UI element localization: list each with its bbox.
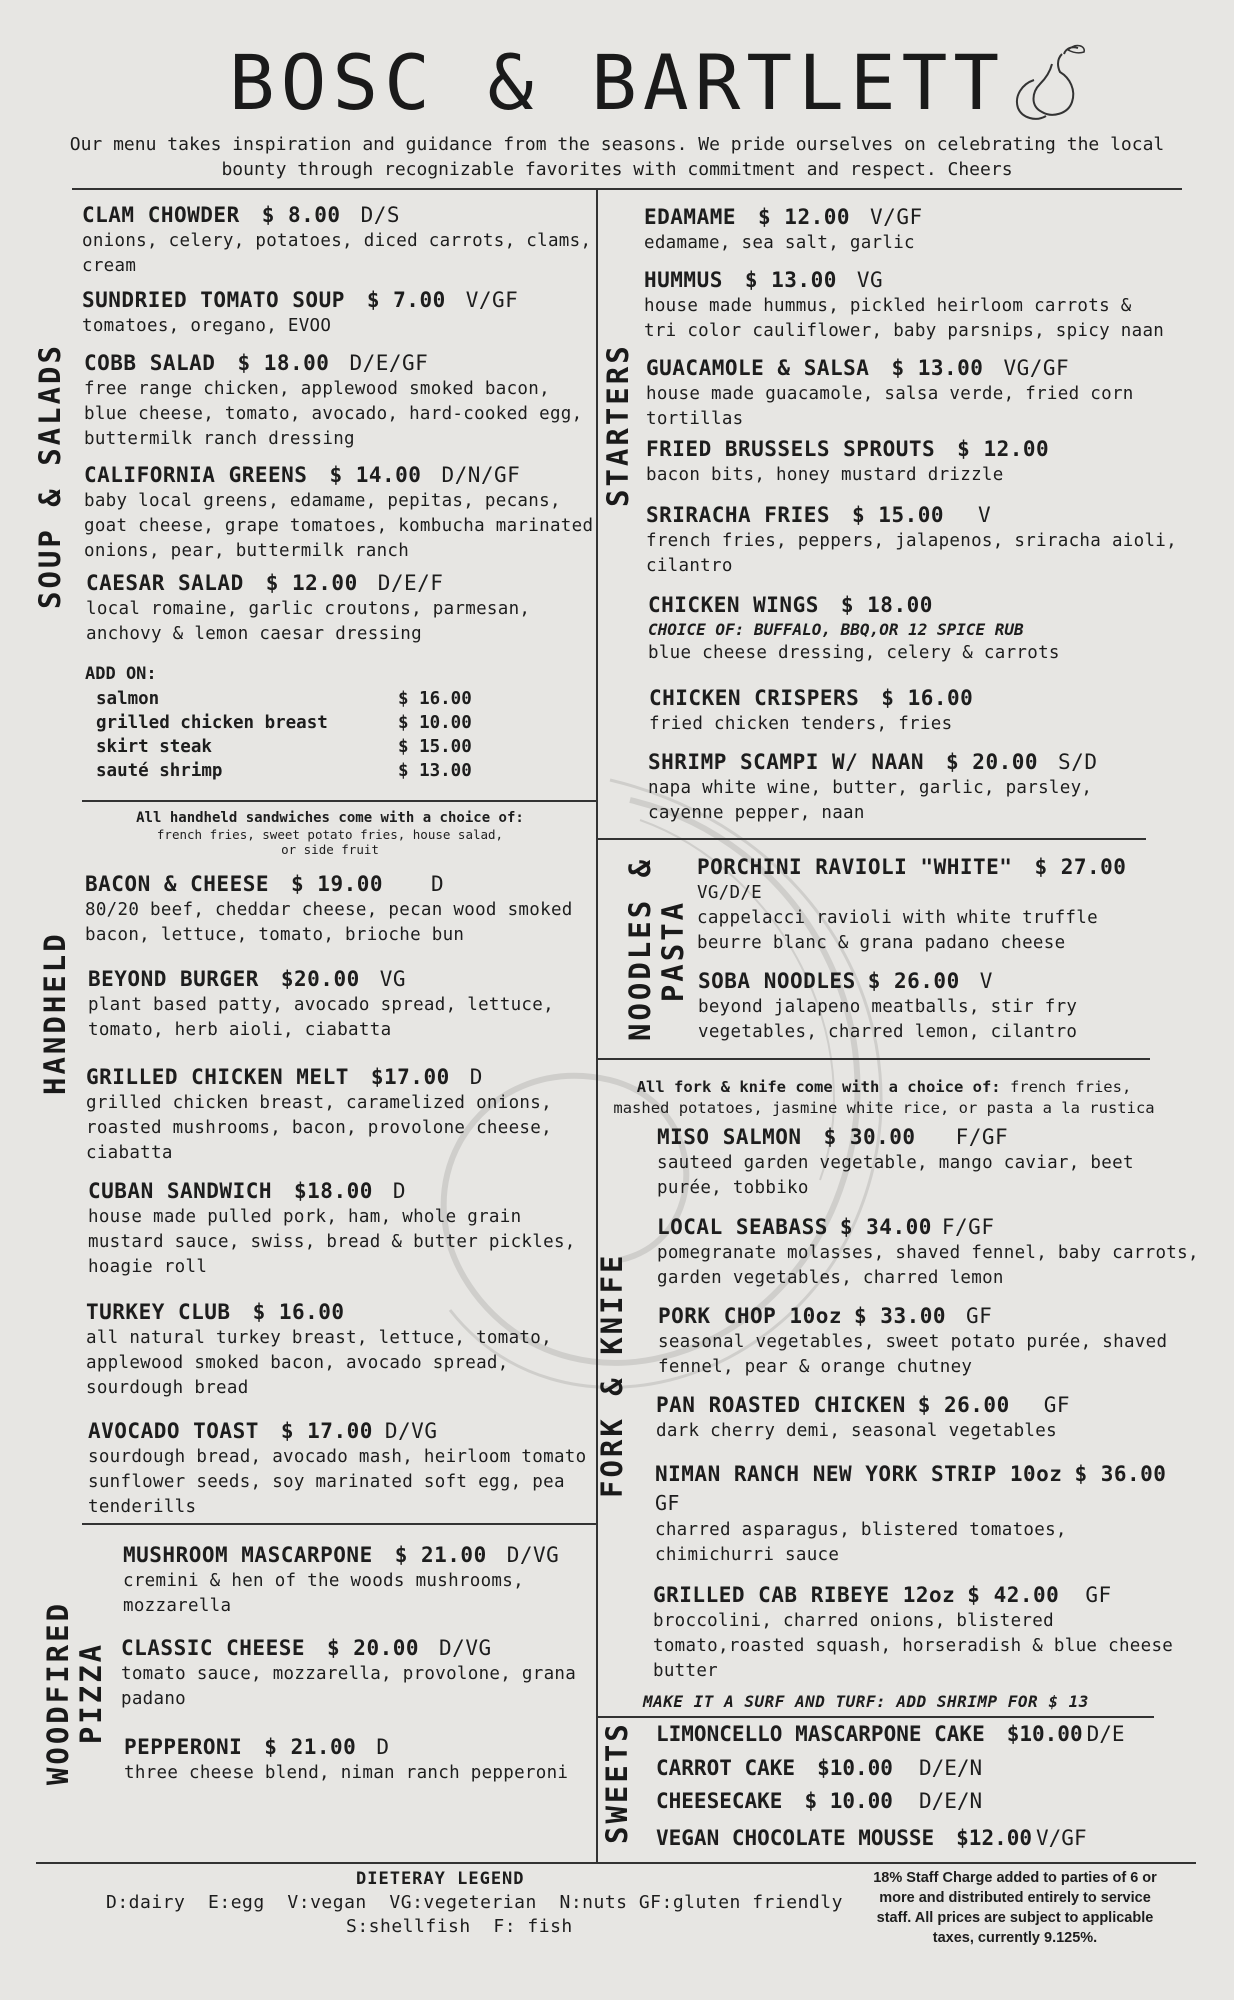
section-label-handheld: HANDHELD bbox=[38, 931, 72, 1095]
menu-item: TURKEY CLUB $ 16.00 all natural turkey breast, lettuce, tomato, applewood smoked bacon, avocado spread, sourdough bread bbox=[86, 1300, 552, 1398]
fork-note-bold: All fork & knife come with a choice of: bbox=[636, 1078, 1001, 1096]
pear-icon bbox=[1006, 40, 1092, 126]
surf-and-turf-note: MAKE IT A SURF AND TURF: ADD SHRIMP FOR $ 13 bbox=[643, 1692, 1089, 1711]
legend-line-2: S:shellfish F: fish bbox=[346, 1916, 573, 1937]
menu-item: SOBA NOODLES $ 26.00 V beyond jalapeno meatballs, stir fry vegetables, charred lemon, cilantro bbox=[698, 969, 1078, 1042]
menu-item: MUSHROOM MASCARPONE $ 21.00 D/VG cremini & hen of the woods mushrooms, mozzarella bbox=[123, 1543, 560, 1616]
menu-item: COBB SALAD $ 18.00 D/E/GF free range chicken, applewood smoked bacon, blue cheese, tomato, avocado, hard-cooked egg, buttermilk ranch dressing bbox=[84, 351, 583, 449]
menu-item: FRIED BRUSSELS SPROUTS $ 12.00 bacon bits, honey mustard drizzle bbox=[646, 437, 1050, 485]
divider-starters-noodles bbox=[598, 838, 1146, 840]
divider-handheld-pizza bbox=[82, 1523, 596, 1525]
staff-charge-note: 18% Staff Charge added to parties of 6 or more and distributed entirely to service staff. All prices are subject to applicable taxes, currently 9.125%. bbox=[873, 1870, 1157, 1946]
menu-item: GRILLED CAB RIBEYE 12oz $ 42.00 GF broccolini, charred onions, blistered tomato,roasted squash, horseradish & blue cheese butter bbox=[653, 1583, 1174, 1681]
section-label-starters: STARTERS bbox=[601, 343, 635, 507]
menu-item: SRIRACHA FRIES $ 15.00 V french fries, peppers, jalapenos, sriracha aioli, cilantro bbox=[646, 503, 1177, 576]
section-label-sweets: SWEETS bbox=[600, 1721, 634, 1844]
menu-item: GRILLED CHICKEN MELT $17.00 D grilled chicken breast, caramelized onions, roasted mushrooms, bacon, provolone cheese, ciabatta bbox=[86, 1065, 552, 1163]
fork-note-rest2: mashed potatoes, jasmine white rice, or pasta a la rustica bbox=[613, 1099, 1155, 1117]
menu-item: CAESAR SALAD $ 12.00 D/E/F local romaine, garlic croutons, parmesan, anchovy & lemon caesar dressing bbox=[86, 571, 531, 644]
menu-item: CHEESECAKE $ 10.00 D/E/N bbox=[656, 1789, 983, 1813]
menu-item: BEYOND BURGER $20.00 VG plant based patty, avocado spread, lettuce, tomato, herb aioli, ciabatta bbox=[88, 967, 554, 1040]
legend-line-1: D:dairy E:egg V:vegan VG:vegeterian N:nuts GF:gluten friendly bbox=[106, 1892, 843, 1913]
menu-item: GUACAMOLE & SALSA $ 13.00 VG/GF house made guacamole, salsa verde, fried corn tortillas bbox=[646, 356, 1134, 429]
menu-item: CUBAN SANDWICH $18.00 D house made pulled pork, ham, whole grain mustard sauce, swiss, bread & butter pickles, hoagie roll bbox=[88, 1179, 576, 1277]
fork-note-rest1: french fries, bbox=[1000, 1078, 1132, 1096]
divider-soup-handheld bbox=[82, 800, 596, 802]
divider-bottom bbox=[36, 1862, 1196, 1864]
menu-item: MISO SALMON $ 30.00 F/GF sauteed garden vegetable, mango caviar, beet purée, tobbiko bbox=[657, 1125, 1134, 1198]
menu-item: PORCHINI RAVIOLI "WHITE" $ 27.00 VG/D/E cappelacci ravioli with white truffle beurre blanc & grana padano cheese bbox=[697, 855, 1127, 953]
divider-top bbox=[72, 188, 1182, 190]
menu-item: AVOCADO TOAST $ 17.00 D/VG sourdough bread, avocado mash, heirloom tomato sunflower seeds, soy marinated soft egg, pea tenderills bbox=[88, 1419, 587, 1517]
menu-item: SHRIMP SCAMPI W/ NAAN $ 20.00 S/D napa white wine, butter, garlic, parsley, cayenne pepper, naan bbox=[648, 750, 1098, 823]
menu-item: BACON & CHEESE $ 19.00 D 80/20 beef, cheddar cheese, pecan wood smoked bacon, lettuce, tomato, brioche bun bbox=[85, 872, 573, 945]
menu-item: CARROT CAKE $10.00 D/E/N bbox=[656, 1756, 983, 1780]
menu-item: LOCAL SEABASS $ 34.00 F/GF pomegranate molasses, shaved fennel, baby carrots, garden vegetables, charred lemon bbox=[657, 1215, 1199, 1288]
wing-choice-note: CHOICE OF: BUFFALO, BBQ,OR 12 SPICE RUB bbox=[648, 620, 1024, 639]
menu-item: CLAM CHOWDER $ 8.00 D/S onions, celery, potatoes, diced carrots, clams, cream bbox=[82, 203, 592, 276]
section-label-fork-knife: FORK & KNIFE bbox=[595, 1252, 629, 1498]
add-on-row: skirt steak $ 15.00 bbox=[96, 737, 472, 757]
menu-item: LIMONCELLO MASCARPONE CAKE $10.00 D/E bbox=[656, 1722, 1125, 1746]
menu-item: HUMMUS $ 13.00 VG house made hummus, pickled heirloom carrots & tri color cauliflower, baby parsnips, spicy naan bbox=[644, 268, 1165, 341]
section-label-woodfired-pizza: WOODFIRED PIZZA bbox=[41, 1600, 108, 1786]
divider-fork-sweets bbox=[598, 1716, 1154, 1718]
section-label-soup-salads: SOUP & SALADS bbox=[33, 343, 67, 609]
menu-item: PORK CHOP 10oz $ 33.00 GF seasonal vegetables, sweet potato purée, shaved fennel, pear & orange chutney bbox=[658, 1304, 1168, 1377]
add-on-row: salmon $ 16.00 bbox=[96, 689, 472, 709]
menu-item: CHICKEN CRISPERS $ 16.00 fried chicken tenders, fries bbox=[649, 686, 974, 734]
menu-item: NIMAN RANCH NEW YORK STRIP 10oz $ 36.00 GF charred asparagus, blistered tomatoes, chimichurri sauce bbox=[655, 1462, 1167, 1565]
menu-item: SUNDRIED TOMATO SOUP $ 7.00 V/GF tomatoes, oregano, EVOO bbox=[82, 288, 519, 336]
add-on-row: grilled chicken breast $ 10.00 bbox=[96, 713, 472, 733]
divider-center bbox=[596, 190, 598, 1862]
add-on-title: ADD ON: bbox=[85, 664, 157, 684]
menu-item: VEGAN CHOCOLATE MOUSSE $12.00 V/GF bbox=[656, 1826, 1087, 1850]
add-on-row: sauté shrimp $ 13.00 bbox=[96, 761, 472, 781]
restaurant-title: BOSC & BARTLETT bbox=[228, 38, 1006, 127]
fork-knife-note bbox=[604, 1077, 1164, 1119]
menu-item: PEPPERONI $ 21.00 D three cheese blend, niman ranch pepperoni bbox=[124, 1735, 569, 1783]
handheld-note bbox=[110, 810, 550, 857]
legend-title: DIETERAY LEGEND bbox=[356, 1869, 525, 1889]
menu-item: EDAMAME $ 12.00 V/GF edamame, sea salt, garlic bbox=[644, 205, 923, 253]
divider-noodles-fork bbox=[598, 1058, 1150, 1060]
menu-item: CLASSIC CHEESE $ 20.00 D/VG tomato sauce, mozzarella, provolone, grana padano bbox=[121, 1636, 577, 1709]
menu-intro: Our menu takes inspiration and guidance from the seasons. We pride ourselves on celebrating the local bounty through recognizable favorites with commitment and respect. Cheers bbox=[69, 134, 1165, 180]
handheld-note-sub: french fries, sweet potato fries, house salad, or side fruit bbox=[156, 827, 504, 857]
menu-item: CALIFORNIA GREENS $ 14.00 D/N/GF baby local greens, edamame, pepitas, pecans, goat cheese, grape tomatoes, kombucha marinated onions, pear, buttermilk ranch bbox=[84, 463, 594, 561]
section-label-noodles-pasta: NOODLES & PASTA bbox=[623, 856, 690, 1041]
menu-item: PAN ROASTED CHICKEN $ 26.00 GF dark cherry demi, seasonal vegetables bbox=[656, 1393, 1071, 1441]
menu-item: CHICKEN WINGS $ 18.00 CHOICE OF: BUFFALO, BBQ,OR 12 SPICE RUB blue cheese dressing, celery & carrots bbox=[648, 593, 1060, 663]
handheld-note-title: All handheld sandwiches come with a choice of: bbox=[136, 810, 524, 826]
